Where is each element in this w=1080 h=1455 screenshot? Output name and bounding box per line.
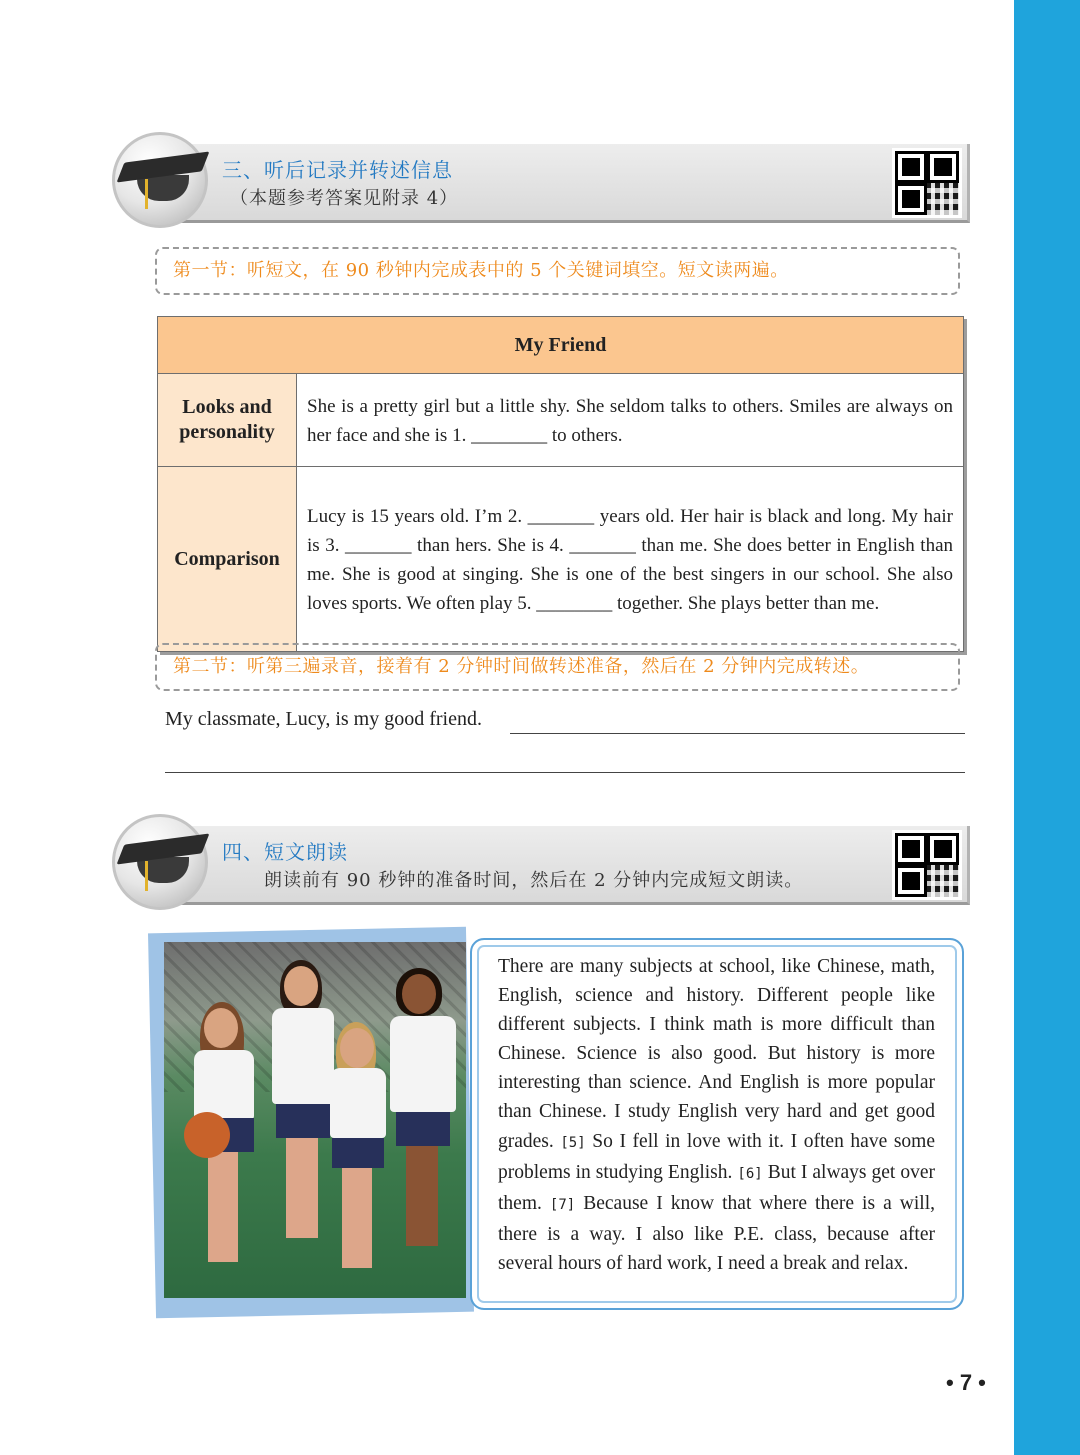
table-row bbox=[158, 374, 964, 467]
page-number: • 7 • bbox=[946, 1370, 986, 1395]
passage-text: There are many subjects at school, like Chinese, math, English, science and history. Different people like different subjects. I think math is more difficult than Chinese. Science is also good. But history is more interesting than science. And English is more popular than Chinese. I study English very hard and get good grades. bbox=[498, 956, 935, 1152]
row-text: She is a pretty girl but a little shy. She seldom talks to others. Smiles are always on her face and she is 1. ________ to others. bbox=[297, 374, 964, 467]
qr-code-icon bbox=[892, 830, 962, 900]
sentence-marker: [5] bbox=[560, 1134, 586, 1151]
sentence-marker: [6] bbox=[737, 1165, 763, 1182]
graduation-cap-icon bbox=[112, 132, 208, 228]
my-friend-table bbox=[157, 316, 964, 652]
answer-line[interactable] bbox=[510, 733, 965, 734]
row-label: Comparison bbox=[158, 467, 297, 652]
answer-line[interactable] bbox=[165, 772, 965, 773]
part-2-instruction: 第二节：听第三遍录音，接着有 2 分钟时间做转述准备，然后在 2 分钟内完成转述。 bbox=[155, 643, 960, 691]
passage-text: So I fell in love with it. I often have some problems in studying English. bbox=[498, 1130, 935, 1183]
students-photo bbox=[164, 942, 466, 1298]
table-title: My Friend bbox=[158, 317, 964, 374]
passage-text: Because I know that where there is a will, there is a way. I also like P.E. class, because after several hours of hard work, I need a break and relax. bbox=[498, 1192, 935, 1274]
side-color-bar bbox=[1014, 0, 1080, 1455]
passage-text: But I always get over them. bbox=[498, 1161, 935, 1214]
section-subtitle: 朗读前有 90 秒钟的准备时间，然后在 2 分钟内完成短文朗读。 bbox=[264, 870, 804, 891]
section-3-header bbox=[112, 132, 970, 224]
section-title: 四、短文朗读 bbox=[222, 840, 348, 864]
part-1-instruction: 第一节：听短文，在 90 秒钟内完成表中的 5 个关键词填空。短文读两遍。 bbox=[155, 247, 960, 295]
graduation-cap-icon bbox=[112, 814, 208, 910]
row-text: Lucy is 15 years old. I’m 2. _______ years old. Her hair is black and long. My hair is 3. _______ than hers. She is 4. _______ than me. She does better in English than me. She is good at singing. She is one of the best singers in our school. She also loves sports. We often play 5. ________ together. She plays better than me. bbox=[297, 467, 964, 652]
table-row bbox=[158, 467, 964, 652]
section-subtitle: （本题参考答案见附录 4） bbox=[230, 188, 459, 209]
retell-sentence: My classmate, Lucy, is my good friend. bbox=[165, 708, 482, 730]
section-title: 三、听后记录并转述信息 bbox=[222, 158, 453, 182]
sentence-marker: [7] bbox=[549, 1196, 576, 1213]
qr-code-icon bbox=[892, 148, 962, 218]
section-4-header bbox=[112, 814, 970, 906]
row-label: Looks and personality bbox=[158, 374, 297, 467]
reading-passage bbox=[498, 952, 935, 1278]
